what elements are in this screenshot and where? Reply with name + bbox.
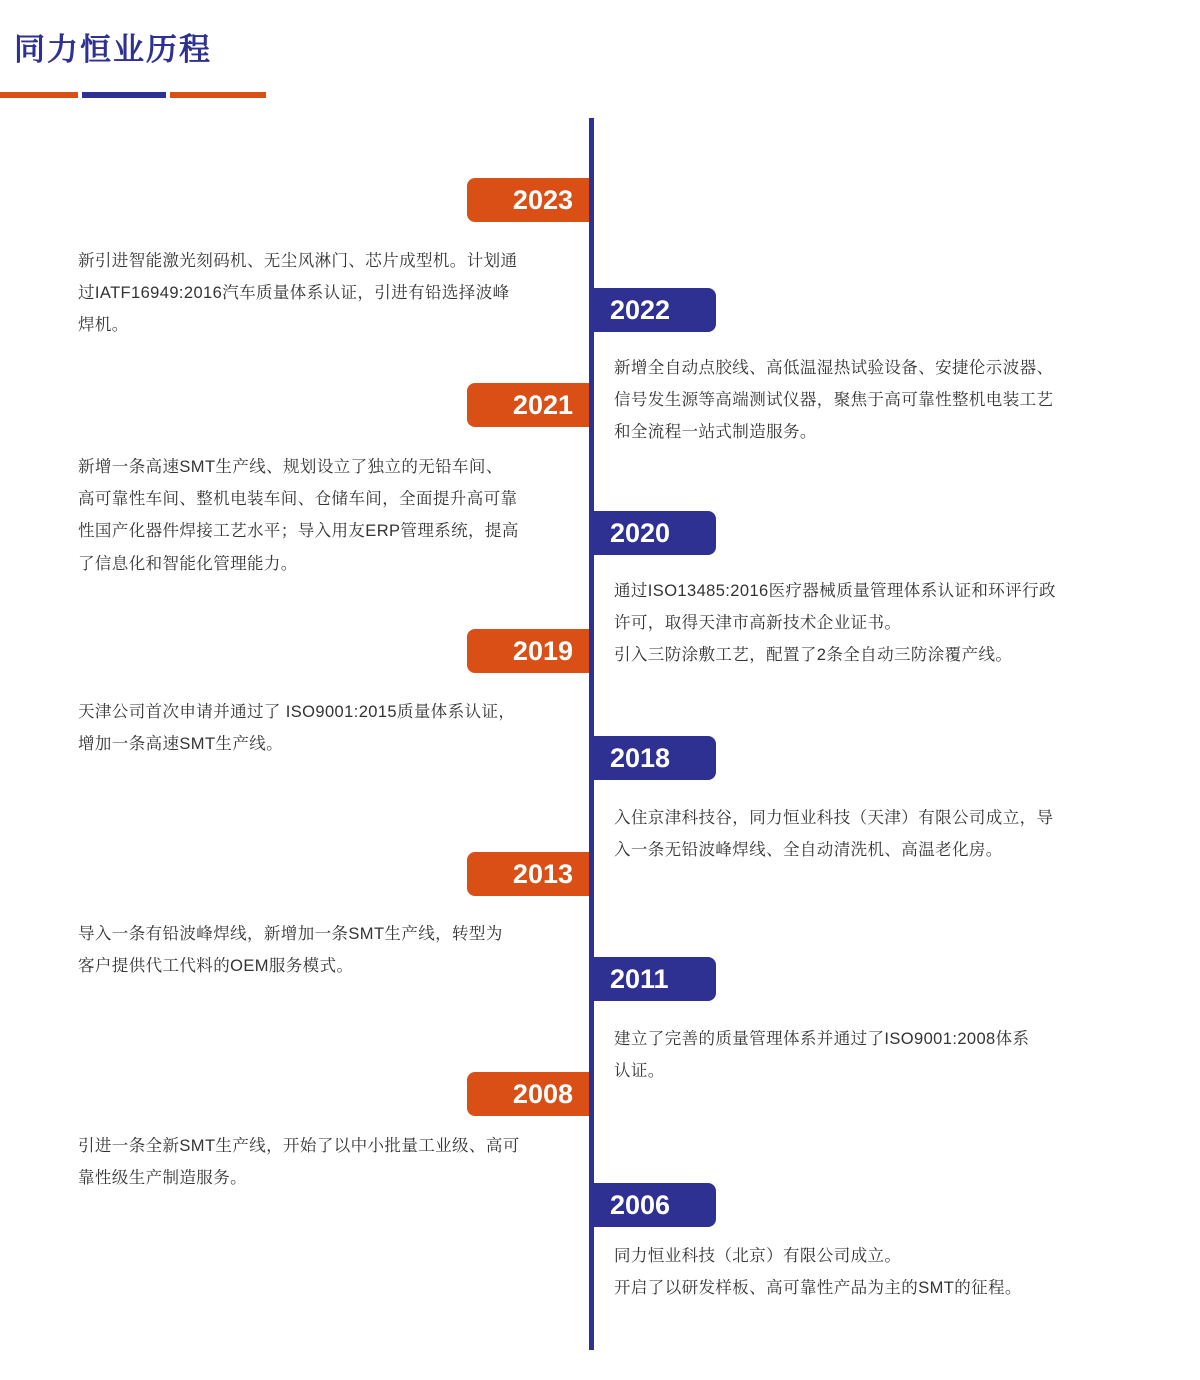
timeline-description-2021: [78, 451, 588, 580]
desc-line: 新增一条高速SMT生产线、规划设立了独立的无铅车间、: [78, 458, 503, 476]
desc-line: 新引进智能激光刻码机、无尘风淋门、芯片成型机。计划通: [78, 252, 518, 270]
year-badge-2023[interactable]: 2023: [467, 178, 589, 222]
year-badge-2022[interactable]: 2022: [594, 288, 716, 332]
desc-line: 焊机。: [78, 316, 129, 335]
desc-line: 靠性级生产制造服务。: [78, 1169, 247, 1188]
desc-line: 客户提供代工代料的OEM服务模式。: [78, 957, 354, 976]
page-header: [0, 0, 1200, 105]
year-badge-2021[interactable]: 2021: [467, 383, 589, 427]
year-badge-2013[interactable]: 2013: [467, 852, 589, 896]
desc-line: 建立了完善的质量管理体系并通过了ISO9001:2008体系: [614, 1030, 1030, 1048]
year-badge-2011[interactable]: 2011: [594, 957, 716, 1001]
desc-line: 高可靠性车间、整机电装车间、仓储车间，全面提升高可靠: [78, 490, 518, 509]
desc-line: 增加一条高速SMT生产线。: [78, 735, 284, 754]
timeline-description-2023: [78, 245, 588, 342]
year-badge-2006[interactable]: 2006: [594, 1183, 716, 1227]
year-badge-2018[interactable]: 2018: [594, 736, 716, 780]
desc-line: 导入一条有铅波峰焊线，新增加一条SMT生产线，转型为: [78, 925, 503, 943]
desc-line: 新增全自动点胶线、高低温湿热试验设备、安捷伦示波器、: [614, 359, 1054, 377]
timeline-description-2020: [614, 575, 1134, 672]
desc-line: 了信息化和智能化管理能力。: [78, 554, 298, 573]
desc-line: 信号发生源等高端测试仪器，聚焦于高可靠性整机电装工艺: [614, 391, 1054, 410]
timeline-description-2022: [614, 352, 1134, 449]
timeline-description-2019: [78, 696, 588, 760]
desc-line: 性国产化器件焊接工艺水平；导入用友ERP管理系统，提高: [78, 522, 519, 541]
desc-line: 过IATF16949:2016汽车质量体系认证，引进有铅选择波峰: [78, 284, 510, 303]
year-badge-2019[interactable]: 2019: [467, 629, 589, 673]
desc-line: 同力恒业科技（北京）有限公司成立。: [614, 1247, 902, 1265]
timeline-description-2011: [614, 1023, 1134, 1087]
timeline-description-2013: [78, 918, 588, 982]
desc-line: 开启了以研发样板、高可靠性产品为主的SMT的征程。: [614, 1279, 1022, 1298]
desc-line: 认证。: [614, 1062, 665, 1081]
desc-line: 入住京津科技谷，同力恒业科技（天津）有限公司成立，导: [614, 809, 1054, 827]
desc-line: 入一条无铅波峰焊线、全自动清洗机、高温老化房。: [614, 841, 1003, 860]
year-badge-2020[interactable]: 2020: [594, 511, 716, 555]
timeline-description-2018: [614, 802, 1134, 866]
year-badge-2008[interactable]: 2008: [467, 1072, 589, 1116]
header-rule-segment-orange-left: [0, 92, 78, 98]
desc-line: 引进一条全新SMT生产线，开始了以中小批量工业级、高可: [78, 1137, 520, 1155]
desc-line: 和全流程一站式制造服务。: [614, 423, 817, 442]
desc-line: 天津公司首次申请并通过了 ISO9001:2015质量体系认证，: [78, 703, 516, 721]
header-rule-segment-orange-right: [170, 92, 266, 98]
header-rule-segment-blue: [82, 92, 166, 98]
timeline-description-2006: [614, 1240, 1134, 1304]
page-title: 同力恒业历程: [14, 32, 212, 67]
desc-line: 通过ISO13485:2016医疗器械质量管理体系认证和环评行政: [614, 582, 1056, 600]
desc-line: 引入三防涂敷工艺，配置了2条全自动三防涂覆产线。: [614, 646, 1013, 665]
timeline-description-2008: [78, 1130, 588, 1194]
desc-line: 许可，取得天津市高新技术企业证书。: [614, 614, 902, 633]
